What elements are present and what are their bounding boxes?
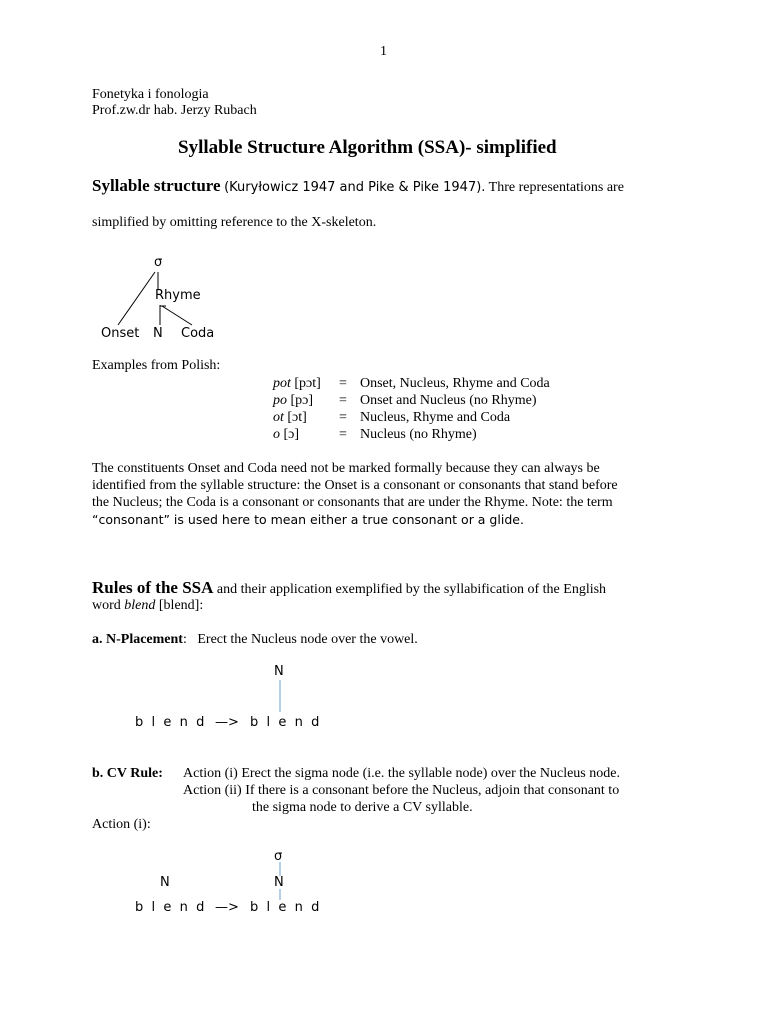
syllable-structure-text2: simplified by omitting reference to the X-skeleton. bbox=[92, 215, 377, 230]
tree-rhyme: Rhyme bbox=[155, 288, 201, 303]
example-word: o bbox=[273, 427, 280, 442]
rule-b-action-1: Action (i) Erect the sigma node (i.e. the syllable node) over the Nucleus node. bbox=[183, 766, 620, 781]
example-ipa: [pɔt] bbox=[294, 376, 321, 391]
constituents-line-4: “consonant” is used here to mean either a true consonant or a glide. bbox=[92, 512, 524, 527]
example-word: po bbox=[273, 393, 287, 408]
example-ipa: [ɔ] bbox=[283, 427, 300, 442]
derivation-b-nucleus-right: N bbox=[274, 875, 284, 890]
document-title: Syllable Structure Algorithm (SSA)- simplified bbox=[178, 137, 557, 158]
example-eq: = bbox=[339, 427, 347, 442]
constituents-line-1: The constituents Onset and Coda need not be marked formally because they can always be bbox=[92, 461, 600, 476]
rule-b-action-2b: the sigma node to derive a CV syllable. bbox=[252, 800, 473, 815]
example-desc: Nucleus (no Rhyme) bbox=[360, 427, 477, 442]
rule-a-text: Erect the Nucleus node over the vowel. bbox=[186, 632, 418, 647]
examples-intro: Examples from Polish: bbox=[92, 358, 221, 373]
course-name: Fonetyka i fonologia bbox=[92, 87, 209, 102]
rule-a-colon: : bbox=[182, 632, 187, 647]
example-desc: Onset, Nucleus, Rhyme and Coda bbox=[360, 376, 550, 391]
tree-onset: Onset bbox=[101, 326, 140, 341]
rules-word-ipa: [blend]: bbox=[155, 598, 204, 613]
example-eq: = bbox=[339, 410, 347, 425]
syllable-structure-text1: Thre representations are bbox=[485, 180, 624, 195]
example-eq: = bbox=[339, 376, 347, 391]
derivation-b-arrow: —> bbox=[215, 900, 239, 915]
derivation-b-nucleus-left: N bbox=[160, 875, 170, 890]
rule-a-label: a. N-Placement bbox=[92, 632, 183, 647]
derivation-b-sigma: σ bbox=[274, 849, 283, 864]
example-ipa: [pɔ] bbox=[290, 393, 314, 408]
rule-b-action-2a: Action (ii) If there is a consonant before the Nucleus, adjoin that consonant to bbox=[183, 783, 620, 798]
page-number: 1 bbox=[380, 44, 387, 59]
example-word: pot bbox=[273, 376, 291, 391]
rules-heading: Rules of the SSA bbox=[92, 578, 214, 597]
tree-nucleus: N bbox=[153, 326, 163, 341]
derivation-a-arrow: —> bbox=[215, 715, 239, 730]
derivation-b-input: b l e n d bbox=[135, 900, 205, 915]
constituents-line-2: identified from the syllable structure: the Onset is a consonant or consonants that stand before bbox=[92, 478, 618, 493]
rule-b-label: b. CV Rule: bbox=[92, 766, 163, 781]
example-eq: = bbox=[339, 393, 347, 408]
example-word: ot bbox=[273, 410, 284, 425]
derivation-a-input: b l e n d bbox=[135, 715, 205, 730]
rules-word: blend bbox=[124, 598, 156, 613]
constituents-line-3: the Nucleus; the Coda is a consonant or consonants that are under the Rhyme. Note: the term bbox=[92, 495, 613, 510]
example-desc: Onset and Nucleus (no Rhyme) bbox=[360, 393, 537, 408]
rules-word-prefix: word bbox=[92, 598, 125, 613]
derivation-a-output: b l e n d bbox=[250, 715, 320, 730]
tree-coda: Coda bbox=[181, 326, 215, 341]
author-name: Prof.zw.dr hab. Jerzy Rubach bbox=[92, 103, 257, 118]
derivation-a-nucleus: N bbox=[274, 664, 284, 679]
rules-intro-text: and their application exemplified by the syllabification of the English bbox=[213, 582, 607, 597]
rule-b-action-i-label: Action (i): bbox=[92, 817, 151, 832]
syllable-structure-refs: (Kuryłowicz 1947 and Pike & Pike 1947). bbox=[224, 180, 486, 195]
tree-sigma: σ bbox=[154, 255, 163, 270]
derivation-b-output: b l e n d bbox=[250, 900, 320, 915]
example-ipa: [ɔt] bbox=[287, 410, 307, 425]
syllable-structure-heading: Syllable structure bbox=[92, 176, 221, 195]
example-desc: Nucleus, Rhyme and Coda bbox=[360, 410, 511, 425]
